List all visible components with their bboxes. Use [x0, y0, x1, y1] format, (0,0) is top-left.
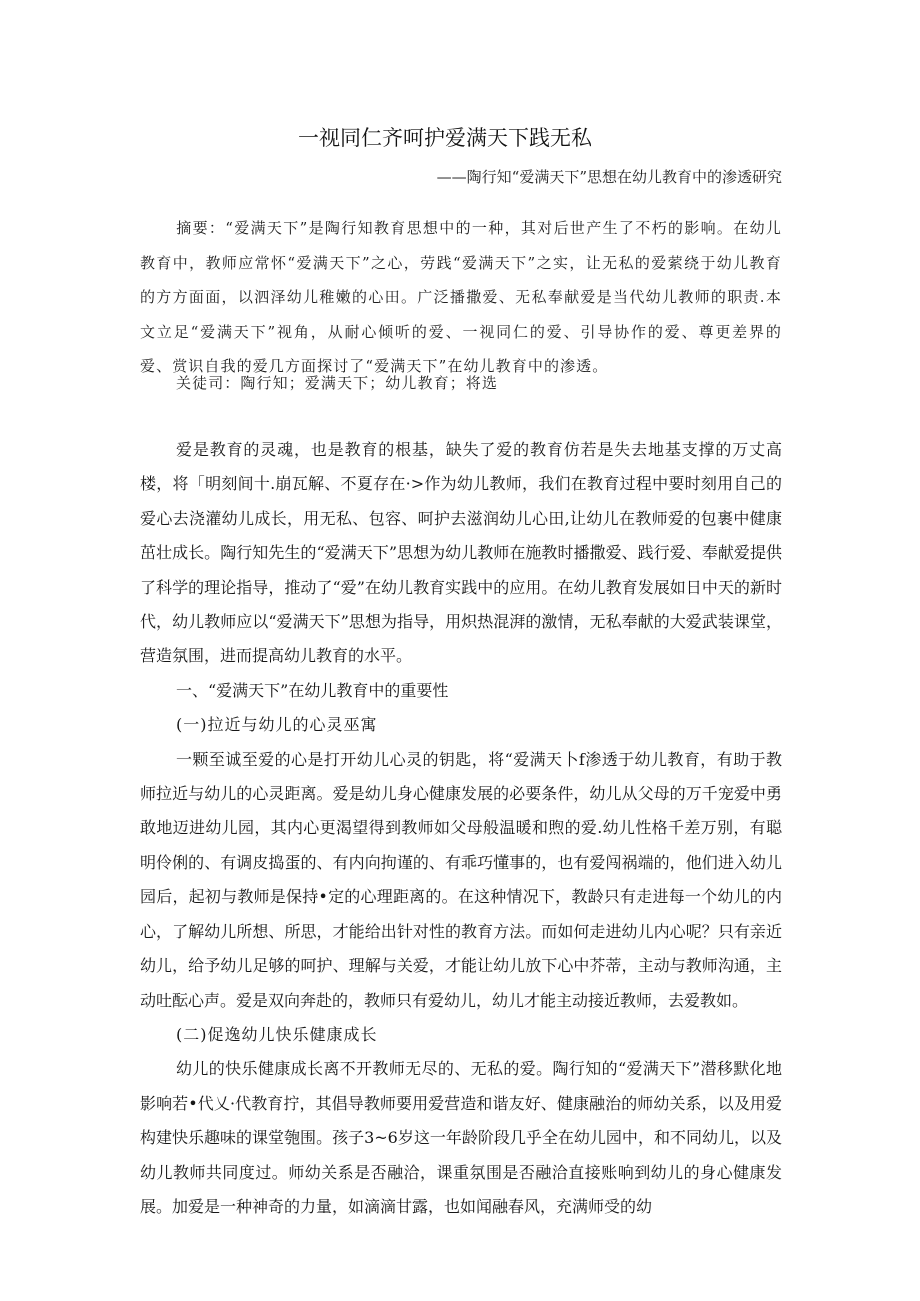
body-paragraph-2: 一颗至诚至爱的心是打开幼儿心灵的钥匙，将“爱满天卜f渗透于幼儿教育，有助于教师拉近与幼儿的心灵距离。爱是幼儿身心健康发展的必要条件，幼儿从父母的万千宠爱中勇敢地迈进幼儿园，其内心更渴望得到教师如父母般温暖和煦的爱.幼儿性格千差万别，有聪明伶俐的、有调皮捣蛋的、有内向拘谨的、有乖巧懂事的，也有爱闯祸端的，他们进入幼儿园后，起初与教师是保持•定的心理距离的。在这种情况下，教龄只有走进每一个幼儿的内心，了解幼儿所想、所思，才能给出针对性的教育方法。而如何走进幼儿内心呢？只有亲近幼儿，给予幼儿足够的呵护、理解与关爱，才能让幼儿放下心中芥蒂，主动与教师沟通，主动吐酝心声。爱是双向奔赴的，教师只有爱幼儿，幼儿才能主动接近教师，去爱教如。: [140, 749, 782, 1010]
body-paragraph-3: 幼儿的快乐健康成长离不开教师无尽的、无私的爱。陶行知的“爱满天下”潜移默化地影响若•代乂·代教育拧，其倡导教师要用爱营造和谐友好、健康融治的师幼关系，以及用爱构建快乐趣味的课堂匏围。孩子3~6岁这一年龄阶段几乎全在幼儿园中，和不同幼儿，以及幼儿教师共同度过。师幼关系是否融洽，课重氛围是否融洽直接账响到幼儿的身心健康发展。加爱是一种神奇的力量，如滴滴甘露，也如闻融春风，充满师受的幼: [140, 1059, 782, 1216]
article-body: [140, 433, 782, 1224]
document-title: 一视同仁齐呵护爱满天下践无私: [298, 126, 592, 150]
section-heading-1: 一、“爱满天下”在幼儿教育中的重要性: [176, 680, 449, 700]
subsection-heading-1: (一)拉近与幼儿的心灵巫寓: [176, 715, 378, 735]
document-subtitle: ——陶行知“爱满天下”思想在幼儿教育中的渗透研究: [436, 168, 782, 186]
abstract-text: 摘要：“爱满天下”是陶行知教育思想中的一种，其对后世产生了不朽的影响。在幼儿教育中，教师应常怀“爱满天下”之心，劳践“爱满天下”之实，让无私的爱萦绕于幼儿教育的方方面面，以泗泽幼儿稚嫩的心田。广泛播撒爱、无私奉献爱是当代幼儿教师的职责.本文立足“爱满天下”视角，从耐心倾听的爱、一视同仁的爱、引导协作的爱、尊更差界的爱、赏识自我的爱几方面探讨了“爱满天下”在幼儿教育中的渗透。: [140, 219, 782, 375]
abstract-paragraph: [140, 211, 782, 384]
body-paragraph-1: 爱是教育的灵魂，也是教育的根基，缺失了爱的教育仿若是失去地基支撑的万丈高楼，将「明刻间十.崩瓦解、不夏存在·>作为幼儿教师，我们在教育过程中要时刻用自己的爱心去浇灌幼儿成长，用无私、包容、呵护去滋润幼儿心田,让幼儿在教师爱的包裹中健康茁壮成长。陶行知先生的“爱满天下”思想为幼儿教师在施教时播撒爱、践行爱、奉献爱提供了科学的理论指导，推动了“爱”在幼儿教育实践中的应用。在幼儿教育发展如日中天的新时代，幼儿教师应以“爱满天下”思想为指导，用炽热混湃的激情，无私奉献的大爱武装课堂，营造氛围，进而提高幼儿教育的水平。: [140, 440, 782, 666]
subsection-heading-2: (二)促逸幼儿快乐健康成长: [176, 1024, 378, 1044]
keywords-line: 关徒司：陶行知；爱满天下；幼儿教育；将选: [176, 374, 499, 392]
